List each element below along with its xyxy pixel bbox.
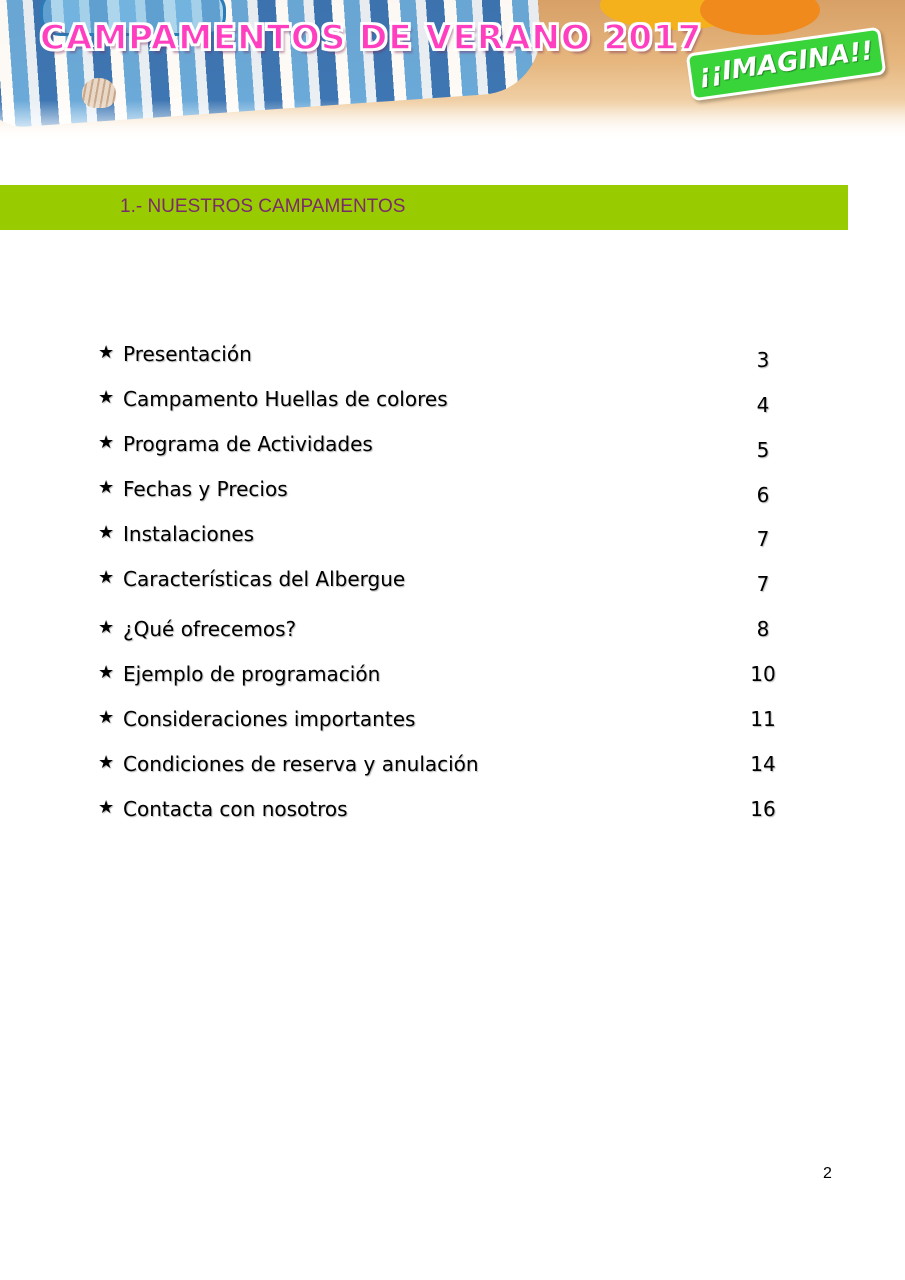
section-title: 1.- NUESTROS CAMPAMENTOS (120, 196, 406, 217)
star-icon: ★ (98, 522, 115, 543)
toc-item-label: Programa de Actividades (123, 432, 373, 456)
star-icon: ★ (98, 797, 115, 818)
toc-item[interactable] (98, 432, 788, 462)
star-icon: ★ (98, 342, 115, 363)
toc-item[interactable] (98, 477, 788, 507)
toc-item-label: Instalaciones (123, 522, 255, 546)
toc-item-label: ¿Qué ofrecemos? (123, 617, 297, 641)
toc-item[interactable] (98, 617, 788, 647)
toc-item[interactable] (98, 567, 788, 597)
star-icon: ★ (98, 617, 115, 638)
toc-item-page: 11 (750, 707, 776, 731)
star-icon: ★ (98, 567, 115, 588)
star-icon: ★ (98, 752, 115, 773)
star-icon: ★ (98, 432, 115, 453)
toc-item-page: 8 (756, 617, 770, 641)
star-icon: ★ (98, 477, 115, 498)
toc-item-page: 5 (756, 438, 770, 462)
toc-item[interactable] (98, 662, 788, 692)
star-icon: ★ (98, 662, 115, 683)
toc-item[interactable] (98, 797, 788, 827)
toc-item-page: 14 (750, 752, 776, 776)
imagina-tag: ¡¡IMAGINA!! (686, 27, 887, 102)
star-icon: ★ (98, 387, 115, 408)
toc-item[interactable] (98, 707, 788, 737)
toc-item-label: Condiciones de reserva y anulación (123, 752, 479, 776)
toc-item-label: Consideraciones importantes (123, 707, 416, 731)
page-number: 2 (823, 1165, 832, 1182)
toc-item-label: Contacta con nosotros (123, 797, 348, 821)
toc-item-page: 3 (756, 348, 770, 372)
banner-title: CAMPAMENTOS DE VERANO 2017 (40, 18, 703, 58)
toc-item-page: 7 (756, 527, 770, 551)
toc-item-label: Características del Albergue (123, 567, 406, 591)
toc-item[interactable] (98, 522, 788, 552)
toc-item-page: 16 (750, 797, 776, 821)
toc-item-page: 7 (756, 572, 770, 596)
toc-item-page: 6 (756, 483, 770, 507)
toc-item-label: Fechas y Precios (123, 477, 288, 501)
toc-item-page: 4 (756, 393, 770, 417)
star-icon: ★ (98, 707, 115, 728)
toc-item-label: Presentación (123, 342, 252, 366)
toc-item-label: Ejemplo de programación (123, 662, 381, 686)
toc-item[interactable] (98, 387, 788, 417)
toc-item-page: 10 (750, 662, 776, 686)
toc-item[interactable] (98, 342, 788, 372)
toc-item-label: Campamento Huellas de colores (123, 387, 448, 411)
toc-item[interactable] (98, 752, 788, 782)
